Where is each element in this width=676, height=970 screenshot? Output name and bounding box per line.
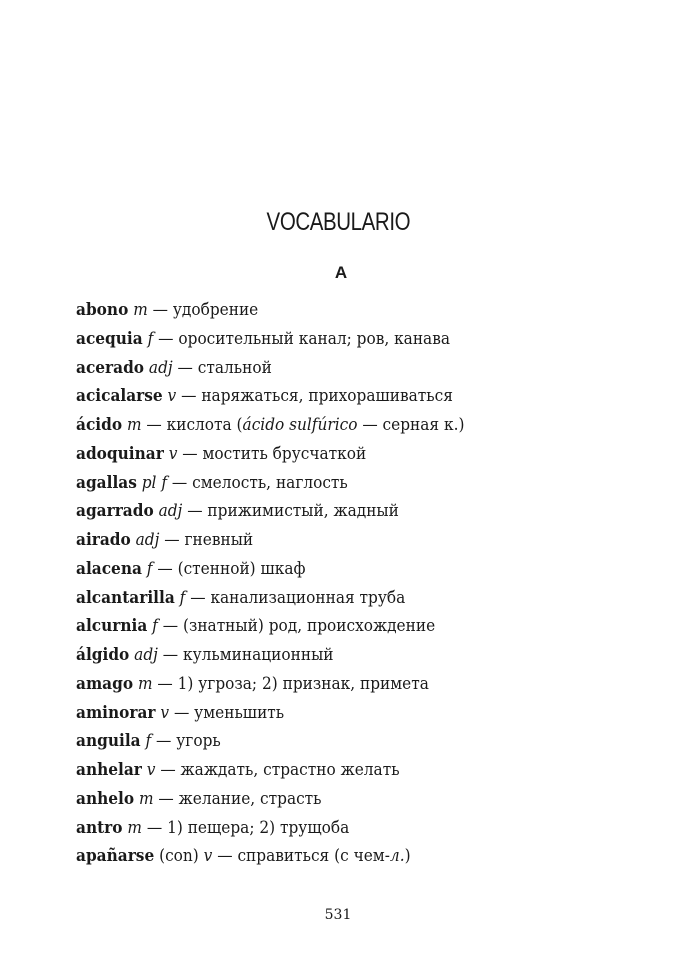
vocabulary-entry: acequia f — оросительный канал; ров, канава — [76, 328, 451, 348]
entry-grammar: m — [137, 673, 153, 693]
vocabulary-entry: aminorar v — уменьшить — [76, 702, 285, 722]
entry-grammar: v — [167, 386, 177, 406]
entry-translation: смелость, наглость — [192, 472, 348, 492]
entry-translation: мостить брусчаткой — [202, 443, 367, 463]
entry-grammar: pl f — [141, 472, 168, 492]
vocabulary-entry: alacena f — (стенной) шкаф — [76, 558, 306, 578]
entry-grammar: m — [138, 788, 154, 808]
entry-headword: anhelo — [76, 788, 135, 808]
entry-translation: наряжаться, прихорашиваться — [201, 386, 453, 406]
vocabulary-entry: acicalarse v — наряжаться, прихорашиваться — [76, 386, 453, 406]
entry-translation: гневный — [184, 530, 254, 549]
vocabulary-entry: antro m — 1) пещера; 2) трущоба — [76, 817, 350, 837]
entry-headword: anhelar — [76, 760, 142, 779]
entry-grammar: adj — [148, 357, 173, 377]
entry-grammar: f — [145, 731, 152, 751]
entry-grammar: f — [152, 616, 158, 636]
vocabulary-entry: acerado adj — стальной — [76, 357, 272, 377]
page-number: 531 — [324, 907, 352, 923]
entry-translation: прижимистый, жадный — [207, 501, 399, 521]
vocabulary-entry: ácido m — кислота (ácido sulfúrico — серная к.) — [76, 415, 465, 434]
vocabulary-entry: abono m — удобрение — [76, 300, 259, 319]
entry-headword: abono — [76, 300, 129, 319]
entry-translation-end: ) — [404, 846, 411, 866]
entry-grammar: adj — [158, 501, 183, 521]
entry-grammar: m — [126, 415, 142, 434]
vocabulary-entry: anhelar v — жаждать, страстно желать — [76, 760, 400, 779]
entry-headword: antro — [76, 817, 123, 837]
entry-grammar: v — [203, 846, 213, 866]
entry-headword: amago — [76, 673, 134, 693]
vocabulary-entry: anguila f — угорь — [76, 731, 221, 751]
vocabulary-entry: anhelo m — желание, страсть — [76, 788, 322, 808]
entry-headword: alacena — [76, 558, 142, 578]
vocabulary-list — [76, 296, 636, 871]
vocabulary-entry: agarrado adj — прижимистый, жадный — [76, 501, 399, 521]
entry-grammar: v — [168, 443, 178, 463]
vocabulary-entry: adoquinar v — мостить брусчаткой — [76, 443, 367, 463]
vocabulary-entry: apañarse (con) v — справиться (с чем-л.) — [76, 846, 411, 866]
entry-headword: acicalarse — [76, 386, 163, 406]
entry-headword: aminorar — [76, 702, 156, 722]
entry-translation: канализационная труба — [210, 587, 406, 607]
vocabulary-entry: alcantarilla f — канализационная труба — [76, 587, 406, 607]
entry-translation: оросительный канал; ров, канава — [178, 328, 451, 348]
entry-headword: ácido — [76, 415, 123, 434]
entry-translation: (стенной) шкаф — [177, 558, 306, 578]
entry-grammar: f — [146, 558, 153, 578]
entry-headword: alcurnia — [76, 616, 148, 636]
entry-translation: стальной — [197, 357, 272, 377]
entry-translation: (знатный) род, происхождение — [182, 616, 436, 636]
entry-grammar: adj — [134, 645, 158, 664]
entry-headword: apañarse — [76, 846, 155, 866]
entry-grammar: m — [127, 817, 142, 837]
entry-grammar: f — [147, 328, 154, 348]
entry-translation: удобрение — [172, 300, 259, 319]
entry-translation: желание, страсть — [178, 788, 322, 808]
entry-headword: anguila — [76, 731, 141, 751]
entry-translation: справиться (с чем- — [237, 846, 390, 866]
vocabulary-entry: alcurnia f — (знатный) род, происхождение — [76, 616, 436, 636]
entry-translation-end: — серная к.) — [357, 415, 465, 434]
entry-grammar: v — [146, 760, 156, 779]
entry-grammar: adj — [135, 530, 160, 549]
entry-headword: alcantarilla — [76, 587, 175, 607]
entry-headword: álgido — [76, 645, 130, 664]
entry-translation: жаждать, страстно желать — [180, 760, 400, 779]
entry-extra: (con) — [159, 846, 199, 866]
entry-example: ácido sulfúrico — [242, 415, 358, 434]
entry-translation: угорь — [176, 731, 221, 751]
page-title: VOCABULARIO — [266, 208, 411, 236]
vocabulary-entry: álgido adj — кульминационный — [76, 645, 334, 664]
entry-translation: кислота ( — [166, 415, 243, 434]
entry-headword: airado — [76, 530, 131, 549]
entry-translation: 1) угроза; 2) признак, примета — [177, 673, 429, 693]
vocabulary-entry: airado adj — гневный — [76, 530, 254, 549]
section-letter: A — [334, 263, 348, 282]
entry-translation: 1) пещера; 2) трущоба — [167, 817, 350, 837]
entry-headword: agallas — [76, 472, 137, 492]
entry-headword: acequia — [76, 328, 143, 348]
entry-translation: уменьшить — [194, 702, 285, 722]
entry-headword: agarrado — [76, 501, 154, 521]
entry-headword: acerado — [76, 357, 145, 377]
entry-translation: кульминационный — [183, 645, 334, 664]
vocabulary-entry: agallas pl f — смелость, наглость — [76, 472, 348, 492]
vocabulary-entry: amago m — 1) угроза; 2) признак, примета — [76, 673, 429, 693]
entry-grammar: m — [133, 300, 148, 319]
entry-grammar: f — [179, 587, 186, 607]
entry-grammar: v — [160, 702, 170, 722]
entry-headword: adoquinar — [76, 443, 164, 463]
entry-translation-italic: л. — [389, 846, 405, 866]
